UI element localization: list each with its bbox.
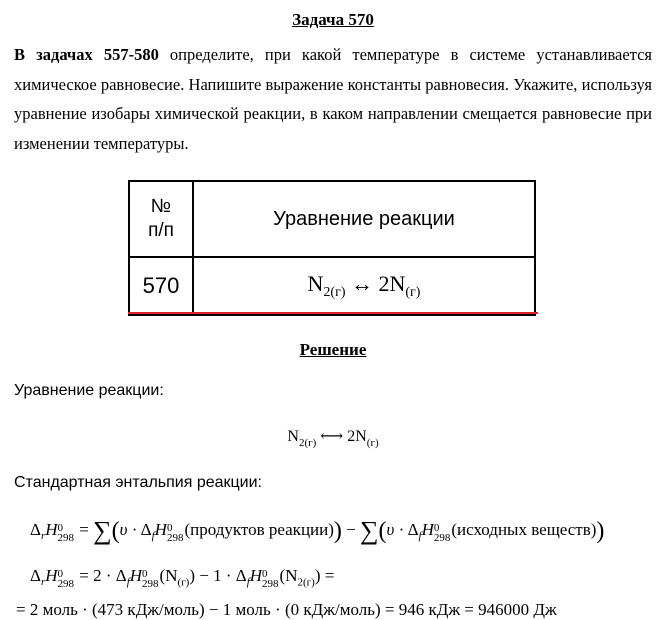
enthalpy-numeric-formula: = 2 моль · (473 кДж/моль) − 1 моль · (0 кДж/моль) = 946 кДж = 946000 Дж — [16, 600, 557, 619]
reaction-table — [128, 180, 536, 316]
header-number: № п/п — [129, 181, 193, 257]
enthalpy-label: Стандартная энтальпия реакции: — [14, 474, 262, 491]
row-equation: $N_{2(г)}$ ↔ $2N_{(г)}$ — [193, 257, 535, 315]
task-description — [14, 40, 652, 158]
reaction-equation: $N_{2(г)}$ ⟷ $2N_{(г)}$ — [287, 428, 379, 449]
table-underline — [128, 312, 538, 314]
equation-label: Уравнение реакции: — [14, 382, 164, 399]
enthalpy-substituted-formula: $\Delta_rH$ 0 298 = $2 \cdot \Delta_fH$ 0 298 $(N_{(г)}) - 1 \cdot \Delta_fH$ 0 298 $(N_{2(г)})$ = — [30, 566, 335, 590]
task-intro-bold: В задачах 557-580 — [14, 45, 159, 64]
task-title: Задача 570 — [292, 10, 374, 29]
table-header-row — [129, 181, 535, 257]
row-number: 570 — [129, 257, 193, 315]
solution-title: Решение — [299, 340, 367, 359]
header-equation: Уравнение реакции — [193, 181, 535, 257]
enthalpy-general-formula: $\Delta_rH$ 0 298 = $\sum(\upsilon \cdot \Delta_fH$ 0 298 (продуктов реакции)) − $\sum(\upsilon \cdot \Delta_fH$ 0 298 (исходных веществ)) — [30, 516, 605, 545]
task-intro-text: определите, при какой температуре в системе устанавливается химическое равновесие. Напишите выражение константы равновесия. Укажите, используя уравнение изобары химической реакции, в каком направлении смещается равновесие при изменении температуры. — [14, 45, 652, 153]
table-row — [129, 257, 535, 315]
